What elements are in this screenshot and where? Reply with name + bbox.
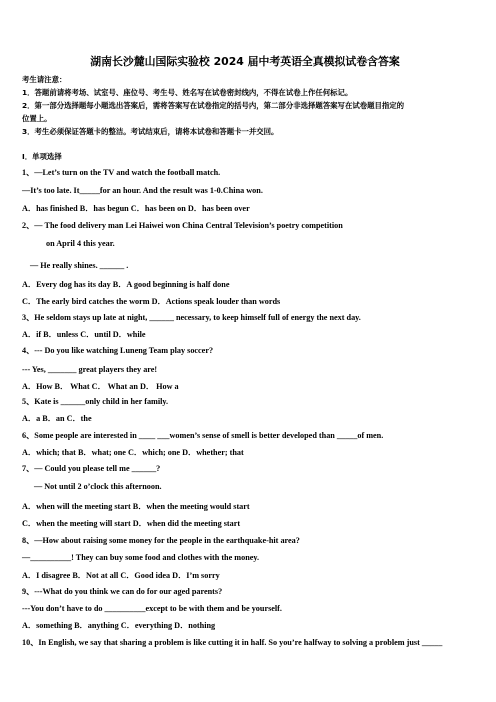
question-5-options: A．a B．an C．the: [22, 414, 92, 423]
question-3-options: A．if B．unless C．until D．while: [22, 330, 146, 339]
question-9-options: A．something B．anything C．everything D．nothing: [22, 621, 216, 630]
section-heading: Ⅰ．单项选择: [22, 152, 62, 161]
question-3-stem: 3、He seldom stays up late at night, ______ necessary, to keep himself full of energy the next day.: [22, 313, 361, 322]
question-2-stem: 2、— The food delivery man Lei Haiwei won China Central Television’s poetry competition: [22, 221, 343, 230]
question-8-stem: 8、—How about raising some money for the people in the earthquake-hit area?: [22, 536, 300, 545]
question-2-reply: — He really shines. ______ .: [30, 261, 129, 270]
question-7-options-cd: C．when the meeting will start D．when did the meeting start: [22, 519, 241, 528]
question-9-stem: 9、---What do you think we can do for our aged parents?: [22, 587, 223, 596]
question-4-options: A．How B． What C． What an D． How a: [22, 382, 179, 391]
question-7-stem: 7、— Could you please tell me ______?: [22, 464, 161, 473]
document-title: 湖南长沙麓山国际实验校 2024 届中考英语全真模拟试卷含答案: [90, 55, 400, 68]
question-1-stem: 1、—Let’s turn on the TV and watch the football match.: [22, 168, 221, 177]
question-4-stem: 4、--- Do you like watching Luneng Team play soccer?: [22, 346, 214, 355]
notice-item-2-cont: 位置上。: [22, 114, 52, 123]
question-7-options-ab: A．when will the meeting start B．when the meeting would start: [22, 502, 250, 511]
question-4-reply: --- Yes, _______ great players they are!: [22, 365, 158, 374]
question-8-options: A．I disagree B．Not at all C．Good idea D．I’m sorry: [22, 571, 220, 580]
question-10-stem: 10、In English, we say that sharing a problem is like cutting it in half. So you’re halfway to solving a problem just _____: [22, 638, 443, 647]
question-7-reply: — Not until 2 o’clock this afternoon.: [34, 482, 162, 491]
notice-item-2: 2．第一部分选择题每小题选出答案后，需将答案写在试卷指定的括号内，第二部分非选择题答案写在试卷题目指定的: [22, 101, 405, 110]
question-6-stem: 6、Some people are interested in ____ ___women’s sense of smell is better developed than _____of men.: [22, 431, 384, 440]
question-2-stem-cont: on April 4 this year.: [46, 239, 115, 248]
notice-item-1: 1．答题前请将考场、试室号、座位号、考生号、姓名写在试卷密封线内，不得在试卷上作任何标记。: [22, 88, 353, 97]
question-5-stem: 5、Kate is ______only child in her family.: [22, 397, 169, 406]
notice-item-3: 3．考生必须保证答题卡的整洁。考试结束后，请将本试卷和答题卡一并交回。: [22, 127, 279, 136]
question-2-options-ab: A．Every dog has its day B．A good beginning is half done: [22, 280, 230, 289]
question-1-line-2: —It’s too late. It_____for an hour. And the result was 1-0.China won.: [22, 186, 263, 195]
question-1-options: A．has finished B．has begun C．has been on D．has been over: [22, 204, 250, 213]
question-6-options: A．which; that B．what; one C．which; one D．whether; that: [22, 448, 244, 457]
question-8-reply: —__________! They can buy some food and clothes with the money.: [22, 553, 260, 562]
question-2-options-cd: C．The early bird catches the worm D．Actions speak louder than words: [22, 297, 281, 306]
question-9-reply: ---You don’t have to do __________except to be with them and be yourself.: [22, 604, 282, 613]
notice-heading: 考生请注意：: [22, 75, 67, 84]
